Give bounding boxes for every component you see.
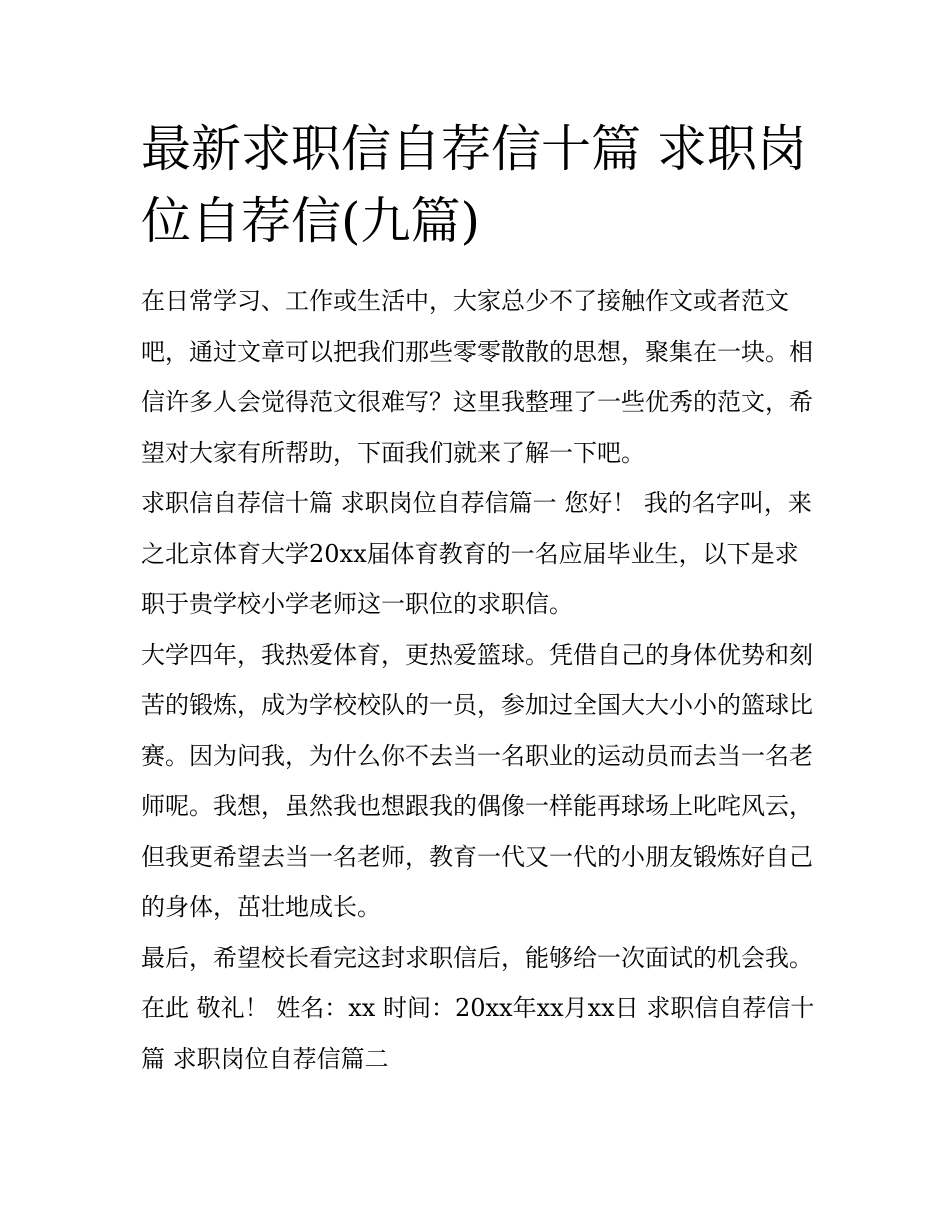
paragraph-intro: 在日常学习、工作或生活中，大家总少不了接触作文或者范文吧，通过文章可以把我们那些零零散散的思想，聚集在一块。相信许多人会觉得范文很难写？这里我整理了一些优秀的范文，希望对大家有所帮助，下面我们就来了解一下吧。 xyxy=(141,287,813,467)
paragraph-closing: 最后，希望校长看完这封求职信后，能够给一次面试的机会我。 在此 敬礼！ 姓名：xx 时间：20xx年xx月xx日 求职信自荐信十篇 求职岗位自荐信篇二 xyxy=(141,943,815,1073)
paragraph-greeting: 求职信自荐信十篇 求职岗位自荐信篇一 您好！ 我的名字叫，来之北京体育大学20xx届体育教育的一名应届毕业生，以下是求职于贵学校小学老师这一职位的求职信。 xyxy=(141,489,812,618)
document-title: 最新求职信自荐信十篇 求职岗位自荐信(九篇) xyxy=(141,120,807,250)
paragraph-experience: 大学四年，我热爱体育，更热爱篮球。凭借自己的身体优势和刻苦的锻炼，成为学校校队的一员，参加过全国大大小小的篮球比赛。因为问我，为什么你不去当一名职业的运动员而去当一名老师呢。我想，虽然我也想跟我的偶像一样能再球场上叱咤风云，但我更希望去当一名老师，教育一代又一代的小朋友锻炼好自己的身体，茁壮地成长。 xyxy=(141,640,813,921)
document-body xyxy=(141,276,821,1084)
